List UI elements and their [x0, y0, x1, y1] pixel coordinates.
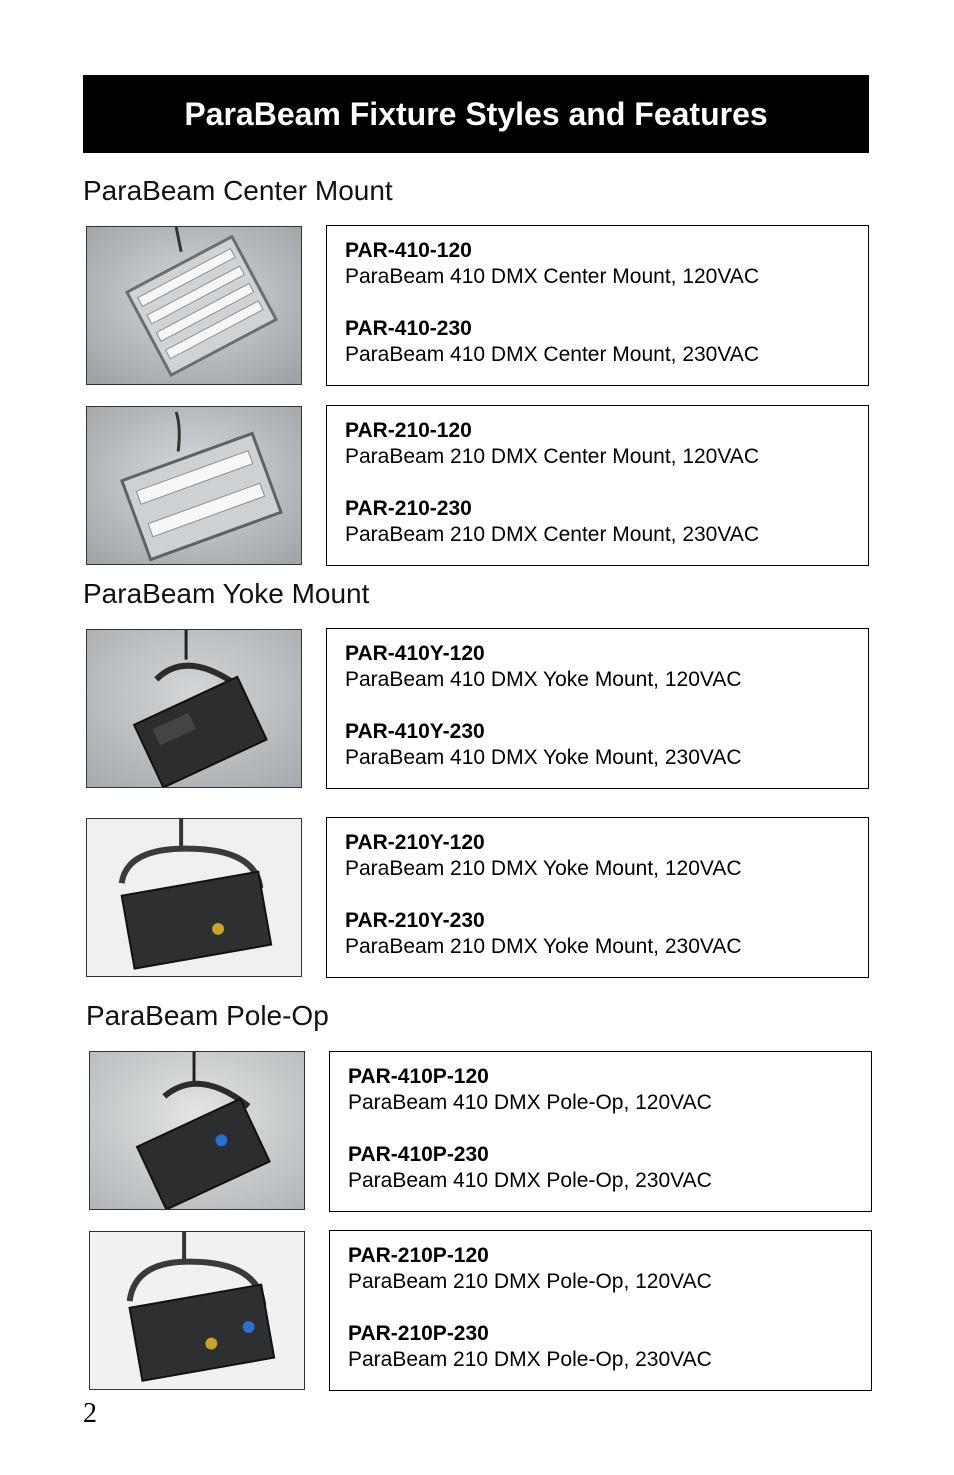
product-card-par-210 — [326, 405, 869, 566]
fixture-210-yoke-mount-photo — [86, 818, 302, 977]
product-description: ParaBeam 410 DMX Yoke Mount, 230VAC — [345, 746, 742, 769]
product-description: ParaBeam 410 DMX Pole-Op, 230VAC — [348, 1169, 712, 1192]
product-card-par-210y — [326, 817, 869, 978]
product-card-par-410p — [329, 1051, 872, 1212]
product-description: ParaBeam 210 DMX Pole-Op, 120VAC — [348, 1270, 712, 1293]
product-code: PAR-210Y-120 — [345, 831, 485, 854]
section-title-center-mount: ParaBeam Center Mount — [83, 175, 393, 206]
fixture-210-center-mount-photo — [86, 406, 302, 565]
product-code: PAR-410P-230 — [348, 1143, 489, 1166]
fixture-210-pole-op-photo — [89, 1231, 305, 1390]
product-code: PAR-210P-120 — [348, 1244, 489, 1267]
product-code: PAR-410-120 — [345, 239, 472, 262]
product-code: PAR-410P-120 — [348, 1065, 489, 1088]
product-description: ParaBeam 410 DMX Center Mount, 230VAC — [345, 343, 759, 366]
product-card-par-210p — [329, 1230, 872, 1391]
product-description: ParaBeam 410 DMX Yoke Mount, 120VAC — [345, 668, 742, 691]
product-code: PAR-410Y-120 — [345, 642, 485, 665]
product-description: ParaBeam 210 DMX Yoke Mount, 230VAC — [345, 935, 742, 958]
product-description: ParaBeam 210 DMX Center Mount, 230VAC — [345, 523, 759, 546]
product-description: ParaBeam 210 DMX Center Mount, 120VAC — [345, 445, 759, 468]
fixture-410-pole-op-photo — [89, 1051, 305, 1210]
product-code: PAR-210Y-230 — [345, 909, 485, 932]
fixture-410-center-mount-photo — [86, 226, 302, 385]
fixture-410-yoke-mount-photo — [86, 629, 302, 788]
product-code: PAR-210P-230 — [348, 1322, 489, 1345]
page-number: 2 — [83, 1398, 97, 1429]
product-description: ParaBeam 210 DMX Pole-Op, 230VAC — [348, 1348, 712, 1371]
product-description: ParaBeam 410 DMX Pole-Op, 120VAC — [348, 1091, 712, 1114]
product-card-par-410y — [326, 628, 869, 789]
page-title: ParaBeam Fixture Styles and Features — [184, 95, 768, 132]
section-title-pole-op: ParaBeam Pole-Op — [86, 1000, 329, 1031]
product-code: PAR-210-120 — [345, 419, 472, 442]
section-title-yoke-mount: ParaBeam Yoke Mount — [83, 578, 370, 609]
product-description: ParaBeam 210 DMX Yoke Mount, 120VAC — [345, 857, 742, 880]
product-code: PAR-410Y-230 — [345, 720, 485, 743]
product-description: ParaBeam 410 DMX Center Mount, 120VAC — [345, 265, 759, 288]
product-code: PAR-210-230 — [345, 497, 472, 520]
product-card-par-410 — [326, 225, 869, 386]
product-code: PAR-410-230 — [345, 317, 472, 340]
page-title-banner — [83, 75, 869, 153]
